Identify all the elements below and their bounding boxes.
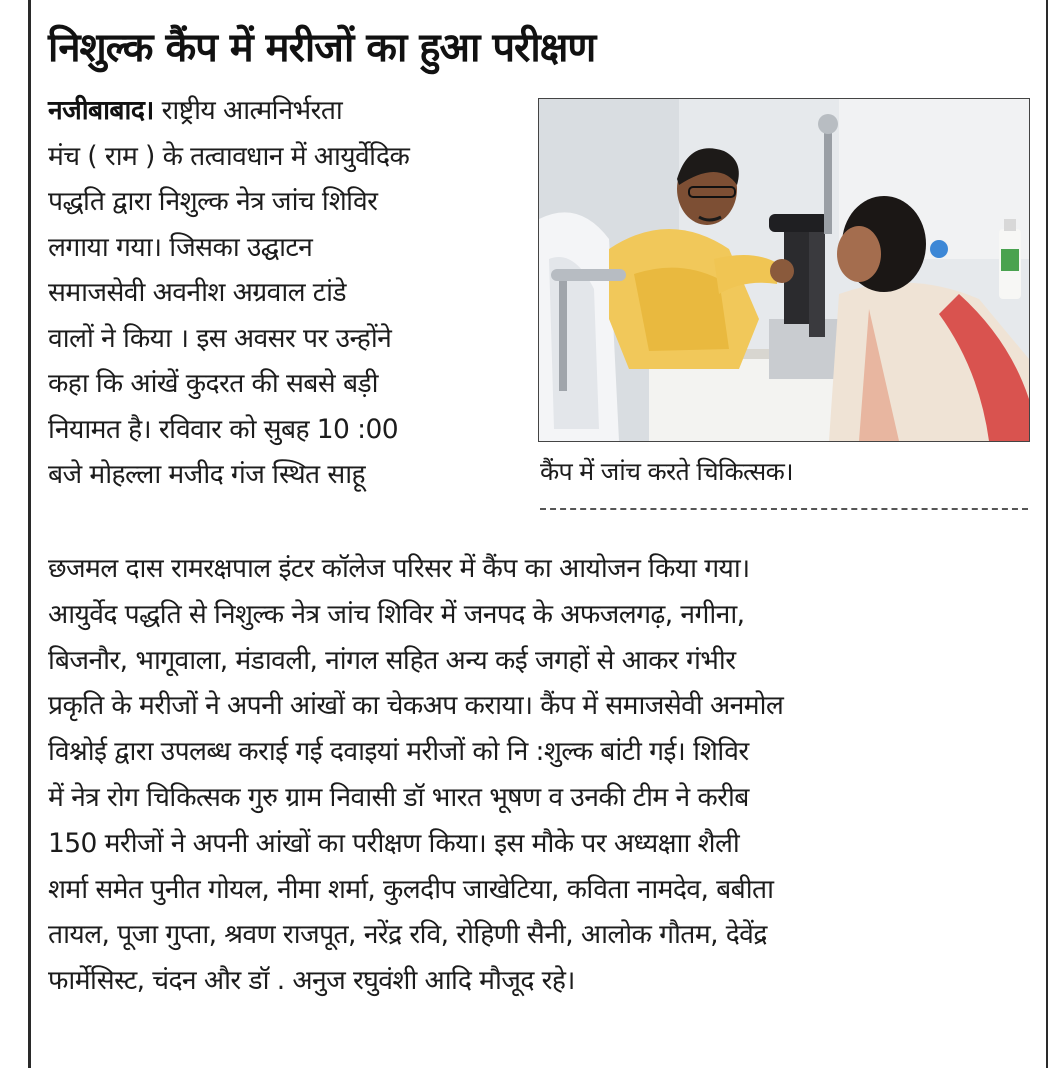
doctor-eye-exam-photo-icon [539, 99, 1029, 441]
dashed-divider [540, 508, 1028, 510]
body-line: आयुर्वेद पद्धति से निशुल्क नेत्र जांच शिविर में जनपद के अफजलगढ़, नगीना, [48, 598, 745, 630]
column-rule-right [1046, 0, 1048, 1068]
body-line: बिजनौर, भागूवाला, मंडावली, नांगल सहित अन्य कई जगहों से आकर गंभीर [48, 644, 736, 676]
photo-caption: कैंप में जांच करते चिकित्सक। [540, 457, 793, 486]
body-line: विश्नोई द्वारा उपलब्ध कराई गई दवाइयां मरीजों को नि :शुल्क बांटी गई। शिविर [48, 736, 749, 768]
lead-line: कहा कि आंखें कुदरत की सबसे बड़ी [48, 368, 378, 399]
body-line: छजमल दास रामरक्षपाल इंटर कॉलेज परिसर में कैंप का आयोजन किया गया। [48, 553, 750, 584]
column-rule-left [28, 0, 31, 1068]
body-line: फार्मेसिस्ट, चंदन और डॉ . अनुज रघुवंशी आदि मौजूद रहे। [48, 965, 575, 997]
lead-line: वालों ने किया । इस अवसर पर उन्होंने [48, 322, 392, 354]
body-line: 150 मरीजों ने अपनी आंखों का परीक्षण किया। इस मौके पर अध्यक्षाा शैली [48, 827, 740, 859]
lead-line: मंच ( राम ) के तत्वावधान में आयुर्वेदिक [48, 140, 410, 172]
lead-line: लगाया गया। जिसका उद्घाटन [48, 231, 313, 263]
lead-column [48, 88, 538, 498]
lead-line: पद्धति द्वारा निशुल्क नेत्र जांच शिविर [48, 186, 378, 217]
lead-line-text: राष्ट्रीय आत्मनिर्भरता [161, 95, 343, 126]
lead-line [48, 88, 538, 134]
article-headline: निशुल्क कैंप में मरीजों का हुआ परीक्षण [48, 25, 596, 71]
body-line: तायल, पूजा गुप्ता, श्रवण राजपूत, नरेंद्र रवि, रोहिणी सैनी, आलोक गौतम, देवेंद्र [48, 919, 767, 951]
lead-line: समाजसेवी अवनीश अग्रवाल टांडे [48, 277, 346, 308]
body-line: प्रकृति के मरीजों ने अपनी आंखों का चेकअप कराया। कैंप में समाजसेवी अनमोल [48, 690, 784, 722]
body-line: में नेत्र रोग चिकित्सक गुरु ग्राम निवासी डॉ भारत भूषण व उनकी टीम ने करीब [48, 781, 749, 813]
article-photo [538, 98, 1030, 442]
body-column [48, 546, 1033, 1004]
lead-line: नियामत है। रविवार को सुबह 10 :00 [48, 413, 398, 445]
lead-line: बजे मोहल्ला मजीद गंज स्थित साहू [48, 459, 366, 490]
body-line: शर्मा समेत पुनीत गोयल, नीमा शर्मा, कुलदीप जाखेटिया, कविता नामदेव, बबीता [48, 873, 774, 905]
dateline: नजीबाबाद। [48, 95, 154, 126]
